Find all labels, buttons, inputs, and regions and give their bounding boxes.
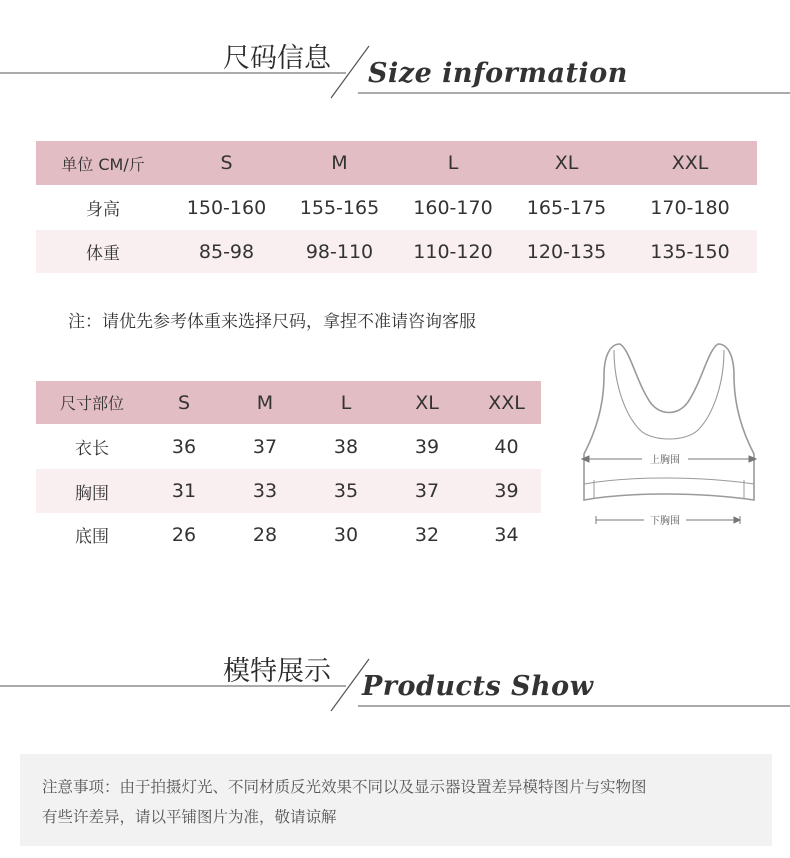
table-cell: 37 <box>382 469 472 513</box>
table-cell: 38 <box>333 435 359 458</box>
header-cell: L <box>310 381 382 424</box>
table-row <box>36 185 757 230</box>
header-cell: XL <box>510 141 623 185</box>
header-cell: S <box>170 141 283 185</box>
header-cell: L <box>396 141 510 185</box>
table-row <box>36 469 541 513</box>
header-cell: XXL <box>623 141 757 185</box>
products-show-header <box>0 645 790 715</box>
table-cell: 37 <box>252 435 278 458</box>
table-cell: 31 <box>148 469 220 513</box>
header-cell: XL <box>382 381 472 424</box>
header-cell: M <box>283 141 396 185</box>
header-cell: XXL <box>472 381 541 424</box>
table-cell: 98-110 <box>283 230 396 273</box>
table-header-row <box>36 381 541 424</box>
size-info-title-cn: 尺码信息 <box>223 43 331 74</box>
notice-line-1: 注意事项：由于拍摄灯光、不同材质反光效果不同以及显示器设置差异模特图片与实物图 <box>42 778 647 796</box>
table-cell: 40 <box>494 435 519 458</box>
bra-outline-icon <box>584 344 754 500</box>
table-cell: 28 <box>252 523 278 546</box>
table-cell: 150-160 <box>186 196 267 219</box>
table-row <box>36 424 541 469</box>
table-cell: 170-180 <box>650 196 730 219</box>
table-cell: 110-120 <box>396 230 510 273</box>
table-cell: 39 <box>472 469 541 513</box>
products-show-title-cn: 模特展示 <box>223 656 331 687</box>
row-label: 身高 <box>86 200 120 220</box>
table-header-row <box>36 141 757 185</box>
size-note: 注：请优先参考体重来选择尺码，拿捏不准请咨询客服 <box>68 312 476 332</box>
header-cell: S <box>148 381 220 424</box>
table-cell: 155-165 <box>299 196 380 219</box>
header-cell: 单位 CM/斤 <box>36 141 170 185</box>
row-label: 体重 <box>36 230 170 273</box>
table-cell: 85-98 <box>170 230 283 273</box>
table-cell: 39 <box>414 435 440 458</box>
size-info-header <box>0 32 790 102</box>
table-cell: 34 <box>494 523 519 546</box>
header-cell: M <box>220 381 310 424</box>
table-cell: 30 <box>333 523 359 546</box>
table-cell: 120-135 <box>510 230 623 273</box>
table-cell: 165-175 <box>526 196 607 219</box>
bra-measure-diagram <box>574 336 764 536</box>
table-row <box>36 513 541 556</box>
table-cell: 32 <box>414 523 440 546</box>
table-cell: 160-170 <box>413 196 493 219</box>
notice-box <box>20 754 772 846</box>
table-cell: 135-150 <box>623 230 757 273</box>
notice-line-2: 有些许差异，请以平铺图片为准，敬请谅解 <box>42 808 337 826</box>
table-cell: 26 <box>171 523 197 546</box>
row-label: 衣长 <box>75 439 109 459</box>
table-row <box>36 230 757 273</box>
row-label: 底围 <box>75 527 109 547</box>
upper-bust-label: 上胸围 <box>650 455 680 466</box>
size-info-title-en: Size information <box>368 58 628 89</box>
table-cell: 33 <box>220 469 310 513</box>
lower-bust-label: 下胸围 <box>650 516 680 527</box>
header-cell: 尺寸部位 <box>36 381 148 424</box>
table-cell: 36 <box>171 435 197 458</box>
row-label: 胸围 <box>36 469 148 513</box>
table-cell: 35 <box>310 469 382 513</box>
products-show-title-en: Products Show <box>362 671 594 702</box>
size-table-body-measure <box>36 141 757 273</box>
size-table-garment <box>36 381 541 556</box>
